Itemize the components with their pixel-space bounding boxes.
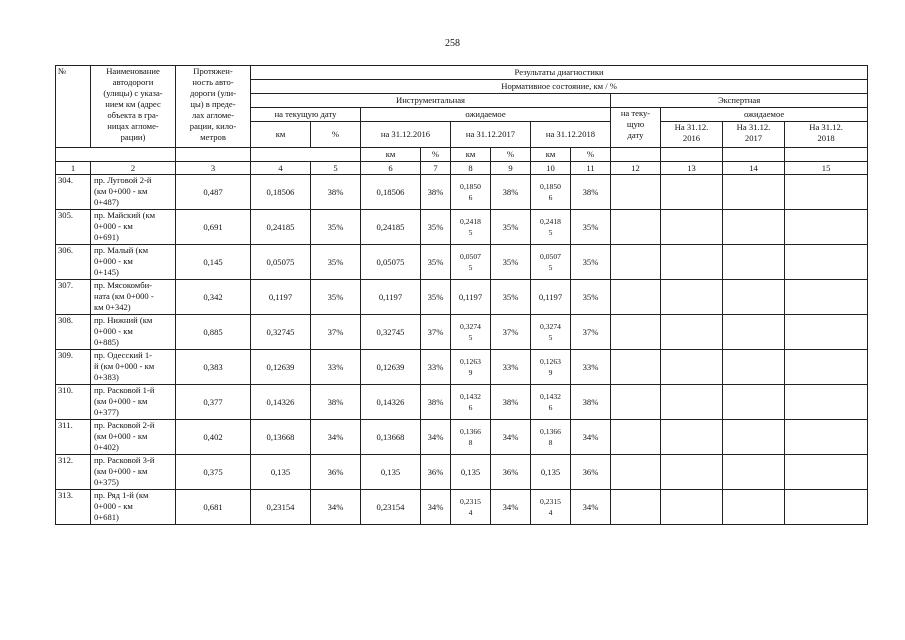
- expert-empty-cell: [723, 385, 785, 420]
- road-length: 0,377: [176, 385, 251, 420]
- row-number: 310.: [56, 385, 91, 420]
- expert-empty-cell: [661, 280, 723, 315]
- header-km: км: [251, 122, 311, 148]
- row-number: 307.: [56, 280, 91, 315]
- value-cell-c5: 35%: [311, 280, 361, 315]
- value-cell-c7: 34%: [421, 490, 451, 525]
- row-number: 312.: [56, 455, 91, 490]
- value-cell-c8: 0,1197: [451, 280, 491, 315]
- header-expert-current: на теку- щую дату: [611, 108, 661, 148]
- value-cell-c9: 34%: [491, 420, 531, 455]
- expert-empty-cell: [611, 350, 661, 385]
- road-name: пр. Ряд 1-й (км 0+000 - км 0+681): [91, 490, 176, 525]
- expert-empty-cell: [661, 385, 723, 420]
- expert-empty-cell: [723, 315, 785, 350]
- expert-empty-cell: [723, 175, 785, 210]
- header-road-name: Наименование автодороги (улицы) с указа- нием км (адрес объекта в гра- ницах агломе- рации): [91, 66, 176, 148]
- expert-empty-cell: [661, 210, 723, 245]
- value-cell-c11: 38%: [571, 175, 611, 210]
- expert-empty-cell: [611, 175, 661, 210]
- table-row: [56, 210, 868, 245]
- row-number: 313.: [56, 490, 91, 525]
- value-cell-c9: 38%: [491, 175, 531, 210]
- road-name: пр. Мясокомби- ната (км 0+000 - км 0+342): [91, 280, 176, 315]
- value-cell-c10: 0,0507 5: [531, 245, 571, 280]
- expert-empty-cell: [661, 315, 723, 350]
- page-number: 258: [445, 38, 460, 49]
- expert-empty-cell: [611, 280, 661, 315]
- header-results: Результаты диагностики: [251, 66, 868, 80]
- road-name: пр. Расковой 3-й (км 0+000 - км 0+375): [91, 455, 176, 490]
- column-index-cell: 14: [723, 162, 785, 175]
- value-cell-c11: 36%: [571, 455, 611, 490]
- value-cell-c9: 35%: [491, 280, 531, 315]
- table-row: [56, 420, 868, 455]
- expert-empty-cell: [785, 350, 868, 385]
- value-cell-c4: 0,14326: [251, 385, 311, 420]
- value-cell-c5: 35%: [311, 245, 361, 280]
- value-cell-c5: 35%: [311, 210, 361, 245]
- column-index-cell: 7: [421, 162, 451, 175]
- value-cell-c8: 0,1432 6: [451, 385, 491, 420]
- value-cell-c9: 36%: [491, 455, 531, 490]
- expert-empty-cell: [723, 455, 785, 490]
- value-cell-c8: 0,0507 5: [451, 245, 491, 280]
- expert-empty-cell: [785, 385, 868, 420]
- expert-empty-cell: [661, 350, 723, 385]
- expert-empty-cell: [661, 455, 723, 490]
- value-cell-c11: 35%: [571, 245, 611, 280]
- table-row: [56, 490, 868, 525]
- expert-empty-cell: [723, 210, 785, 245]
- column-index-cell: 4: [251, 162, 311, 175]
- column-index-cell: 13: [661, 162, 723, 175]
- value-cell-c8: 0,135: [451, 455, 491, 490]
- expert-empty-cell: [785, 315, 868, 350]
- table-row: [56, 455, 868, 490]
- expert-empty-cell: [611, 420, 661, 455]
- value-cell-c9: 37%: [491, 315, 531, 350]
- column-index-cell: 3: [176, 162, 251, 175]
- header-2017: на 31.12.2017: [451, 122, 531, 148]
- table-row: [56, 350, 868, 385]
- road-length: 0,402: [176, 420, 251, 455]
- expert-empty-cell: [785, 420, 868, 455]
- column-index-cell: 8: [451, 162, 491, 175]
- row-number: 309.: [56, 350, 91, 385]
- value-cell-c6: 0,18506: [361, 175, 421, 210]
- expert-empty-cell: [661, 175, 723, 210]
- value-cell-c8: 0,1366 8: [451, 420, 491, 455]
- expert-empty-cell: [723, 280, 785, 315]
- value-cell-c9: 38%: [491, 385, 531, 420]
- value-cell-c5: 38%: [311, 385, 361, 420]
- road-length: 0,375: [176, 455, 251, 490]
- road-length: 0,691: [176, 210, 251, 245]
- value-cell-c7: 35%: [421, 210, 451, 245]
- expert-empty-cell: [785, 175, 868, 210]
- row-number: 304.: [56, 175, 91, 210]
- header-expert: Экспертная: [611, 94, 868, 108]
- value-cell-c9: 33%: [491, 350, 531, 385]
- value-cell-c11: 35%: [571, 280, 611, 315]
- value-cell-c7: 34%: [421, 420, 451, 455]
- expert-empty-cell: [611, 315, 661, 350]
- value-cell-c4: 0,135: [251, 455, 311, 490]
- expert-empty-cell: [785, 245, 868, 280]
- sub-pct-2016: %: [421, 148, 451, 162]
- value-cell-c9: 35%: [491, 245, 531, 280]
- road-name: пр. Нижний (км 0+000 - км 0+885): [91, 315, 176, 350]
- value-cell-c7: 38%: [421, 385, 451, 420]
- sub-km-2018: км: [531, 148, 571, 162]
- value-cell-c6: 0,13668: [361, 420, 421, 455]
- column-index-cell: 6: [361, 162, 421, 175]
- expert-empty-cell: [611, 210, 661, 245]
- diagnostics-table: [55, 65, 868, 525]
- value-cell-c10: 0,2315 4: [531, 490, 571, 525]
- value-cell-c8: 0,1263 9: [451, 350, 491, 385]
- column-index-cell: 15: [785, 162, 868, 175]
- header-pct: %: [311, 122, 361, 148]
- header-instrumental: Инструментальная: [251, 94, 611, 108]
- value-cell-c8: 0,2418 5: [451, 210, 491, 245]
- header-2018: на 31.12.2018: [531, 122, 611, 148]
- road-length: 0,487: [176, 175, 251, 210]
- value-cell-c11: 35%: [571, 210, 611, 245]
- value-cell-c4: 0,24185: [251, 210, 311, 245]
- table-row: [56, 175, 868, 210]
- value-cell-c5: 34%: [311, 420, 361, 455]
- header-expert-expected: ожидаемое: [661, 108, 868, 122]
- value-cell-c4: 0,13668: [251, 420, 311, 455]
- value-cell-c5: 38%: [311, 175, 361, 210]
- value-cell-c10: 0,1197: [531, 280, 571, 315]
- value-cell-c7: 36%: [421, 455, 451, 490]
- column-index-cell: 10: [531, 162, 571, 175]
- column-index-cell: 9: [491, 162, 531, 175]
- value-cell-c8: 0,2315 4: [451, 490, 491, 525]
- value-cell-c9: 35%: [491, 210, 531, 245]
- column-index-cell: 2: [91, 162, 176, 175]
- road-length: 0,681: [176, 490, 251, 525]
- row-number: 306.: [56, 245, 91, 280]
- expert-empty-cell: [785, 280, 868, 315]
- column-index-cell: 5: [311, 162, 361, 175]
- value-cell-c4: 0,23154: [251, 490, 311, 525]
- value-cell-c7: 35%: [421, 245, 451, 280]
- header-expert-2017: На 31.12. 2017: [723, 122, 785, 148]
- table-row: [56, 280, 868, 315]
- sub-km-2017: км: [451, 148, 491, 162]
- value-cell-c6: 0,32745: [361, 315, 421, 350]
- road-name: пр. Луговой 2-й (км 0+000 - км 0+487): [91, 175, 176, 210]
- road-name: пр. Майский (км 0+000 - км 0+691): [91, 210, 176, 245]
- value-cell-c10: 0,1366 8: [531, 420, 571, 455]
- road-length: 0,342: [176, 280, 251, 315]
- value-cell-c9: 34%: [491, 490, 531, 525]
- value-cell-c7: 33%: [421, 350, 451, 385]
- value-cell-c6: 0,12639: [361, 350, 421, 385]
- table-row: [56, 245, 868, 280]
- road-name: пр. Расковой 1-й (км 0+000 - км 0+377): [91, 385, 176, 420]
- road-name: пр. Малый (км 0+000 - км 0+145): [91, 245, 176, 280]
- column-index-cell: 1: [56, 162, 91, 175]
- expert-empty-cell: [785, 455, 868, 490]
- value-cell-c5: 34%: [311, 490, 361, 525]
- column-index-cell: 12: [611, 162, 661, 175]
- value-cell-c4: 0,32745: [251, 315, 311, 350]
- column-index-cell: 11: [571, 162, 611, 175]
- value-cell-c5: 33%: [311, 350, 361, 385]
- value-cell-c4: 0,1197: [251, 280, 311, 315]
- expert-empty-cell: [723, 245, 785, 280]
- expert-empty-cell: [723, 490, 785, 525]
- sub-pct-2018: %: [571, 148, 611, 162]
- value-cell-c11: 33%: [571, 350, 611, 385]
- row-number: 311.: [56, 420, 91, 455]
- value-cell-c8: 0,3274 5: [451, 315, 491, 350]
- value-cell-c11: 38%: [571, 385, 611, 420]
- value-cell-c4: 0,12639: [251, 350, 311, 385]
- value-cell-c6: 0,05075: [361, 245, 421, 280]
- value-cell-c6: 0,1197: [361, 280, 421, 315]
- value-cell-c10: 0,3274 5: [531, 315, 571, 350]
- road-name: пр. Одесский 1- й (км 0+000 - км 0+383): [91, 350, 176, 385]
- expert-empty-cell: [723, 350, 785, 385]
- road-name: пр. Расковой 2-й (км 0+000 - км 0+402): [91, 420, 176, 455]
- value-cell-c11: 37%: [571, 315, 611, 350]
- column-index-row: [56, 162, 868, 175]
- expert-empty-cell: [785, 490, 868, 525]
- value-cell-c10: 0,2418 5: [531, 210, 571, 245]
- value-cell-c6: 0,14326: [361, 385, 421, 420]
- value-cell-c7: 35%: [421, 280, 451, 315]
- value-cell-c6: 0,23154: [361, 490, 421, 525]
- road-length: 0,383: [176, 350, 251, 385]
- expert-empty-cell: [611, 455, 661, 490]
- row-number: 308.: [56, 315, 91, 350]
- sub-pct-2017: %: [491, 148, 531, 162]
- header-number: №: [56, 66, 91, 148]
- table-row: [56, 315, 868, 350]
- header-expert-2016: На 31.12. 2016: [661, 122, 723, 148]
- expert-empty-cell: [611, 385, 661, 420]
- value-cell-c4: 0,05075: [251, 245, 311, 280]
- header-current-date: на текущую дату: [251, 108, 361, 122]
- road-length: 0,145: [176, 245, 251, 280]
- expert-empty-cell: [723, 420, 785, 455]
- value-cell-c7: 37%: [421, 315, 451, 350]
- value-cell-c5: 36%: [311, 455, 361, 490]
- header-2016: на 31.12.2016: [361, 122, 451, 148]
- header-expected: ожидаемое: [361, 108, 611, 122]
- value-cell-c6: 0,24185: [361, 210, 421, 245]
- value-cell-c10: 0,1850 6: [531, 175, 571, 210]
- expert-empty-cell: [611, 490, 661, 525]
- value-cell-c7: 38%: [421, 175, 451, 210]
- value-cell-c10: 0,1263 9: [531, 350, 571, 385]
- expert-empty-cell: [661, 490, 723, 525]
- value-cell-c4: 0,18506: [251, 175, 311, 210]
- table-row: [56, 385, 868, 420]
- value-cell-c11: 34%: [571, 490, 611, 525]
- header-length: Протяжен- ность авто- дороги (ули- цы) в преде- лах агломе- рации, кило- метров: [176, 66, 251, 148]
- value-cell-c6: 0,135: [361, 455, 421, 490]
- expert-empty-cell: [611, 245, 661, 280]
- value-cell-c11: 34%: [571, 420, 611, 455]
- row-number: 305.: [56, 210, 91, 245]
- expert-empty-cell: [661, 245, 723, 280]
- sub-km-2016: км: [361, 148, 421, 162]
- expert-empty-cell: [661, 420, 723, 455]
- value-cell-c5: 37%: [311, 315, 361, 350]
- header-expert-2018: На 31.12. 2018: [785, 122, 868, 148]
- value-cell-c10: 0,1432 6: [531, 385, 571, 420]
- road-length: 0,885: [176, 315, 251, 350]
- value-cell-c8: 0,1850 6: [451, 175, 491, 210]
- header-normative: Нормативное состояние, км / %: [251, 80, 868, 94]
- expert-empty-cell: [785, 210, 868, 245]
- value-cell-c10: 0,135: [531, 455, 571, 490]
